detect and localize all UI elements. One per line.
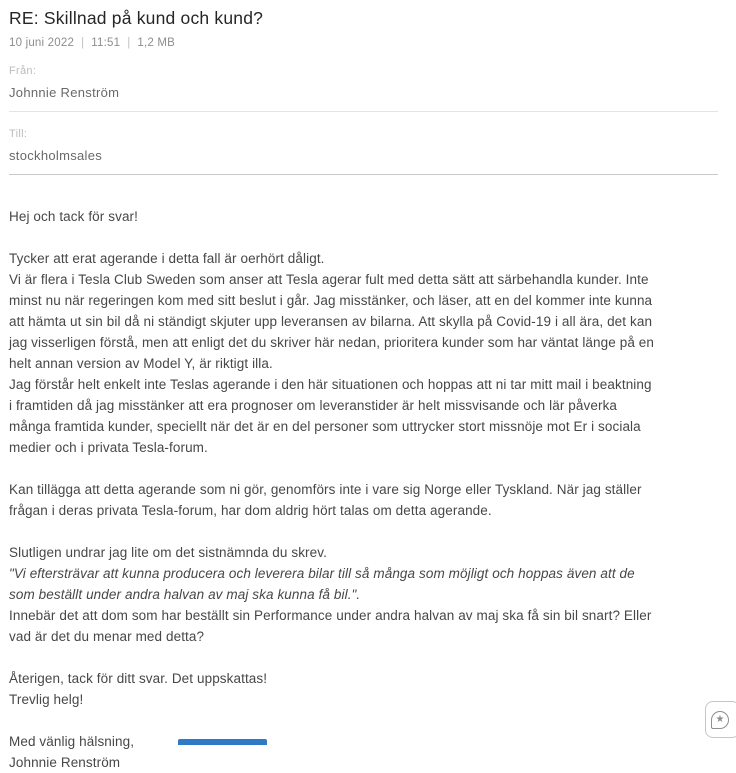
body-line: Återigen, tack för ditt svar. Det uppskattas! xyxy=(9,671,268,686)
body-line: Slutligen undrar jag lite om det sistnämnda du skrev. xyxy=(9,545,327,560)
body-line: Tycker att erat agerande i detta fall är oerhört dåligt. xyxy=(9,251,325,266)
email-body xyxy=(9,206,726,773)
body-line: helt annan version av Model Y, är riktigt illa. xyxy=(9,356,273,371)
to-divider xyxy=(9,174,718,175)
body-line: Med vänlig hälsning, xyxy=(9,734,135,749)
to-field xyxy=(9,128,726,174)
email-time: 11:51 xyxy=(91,37,121,49)
body-line: frågan i deras privata Tesla-forum, har dom aldrig hört talas om detta agerande. xyxy=(9,503,492,518)
star-bubble-icon xyxy=(711,711,729,729)
body-line: Kan tillägga att detta agerande som ni gör, genomförs inte i vare sig Norge eller Tyskland. När jag ställer xyxy=(9,482,642,497)
from-divider xyxy=(9,111,718,112)
body-line: minst nu när regeringen kom med sitt beslut i går. Jag misstänker, och läser, att en del kommer inte kunna xyxy=(9,293,653,308)
body-line xyxy=(9,647,726,668)
from-field xyxy=(9,65,726,111)
star-icon: ★ xyxy=(715,713,725,725)
to-label: Till: xyxy=(9,128,28,140)
feedback-button[interactable] xyxy=(705,701,736,738)
horizontal-scrollbar-thumb[interactable] xyxy=(178,739,267,745)
meta-separator: | xyxy=(127,37,131,49)
from-value[interactable]: Johnnie Renström xyxy=(9,85,120,100)
body-line xyxy=(9,458,726,479)
to-value[interactable]: stockholmsales xyxy=(9,148,103,163)
from-label: Från: xyxy=(9,65,37,77)
body-line xyxy=(9,227,726,248)
body-line: Johnnie Renström xyxy=(9,755,121,770)
body-line: som beställt under andra halvan av maj ska kunna få bil.". xyxy=(9,587,361,602)
body-line: att hämta ut sin bil då ni ständigt skjuter upp leveransen av bilarna. Att skylla på Covid-19 i all ära, det kan xyxy=(9,314,653,329)
body-line xyxy=(9,710,726,731)
body-line: Jag förstår helt enkelt inte Teslas agerande i den här situationen och hoppas att ni tar mitt mail i beaktning xyxy=(9,377,652,392)
body-line: jag visserligen förstå, men att enligt det du skriver här nedan, prioritera kunder som har väntat länge på en xyxy=(9,335,654,350)
body-line: Vi är flera i Tesla Club Sweden som anser att Tesla agerar fult med detta sätt att särbehandla kunder. Inte xyxy=(9,272,649,287)
body-line: vad är det du menar med detta? xyxy=(9,629,205,644)
body-line: i framtiden då jag misstänker att era prognoser om leveranstider är helt missvisande och lär påverka xyxy=(9,398,618,413)
email-meta xyxy=(9,37,726,49)
body-line: Hej och tack för svar! xyxy=(9,209,138,224)
body-line: Innebär det att dom som har beställt sin Performance under andra halvan av maj ska få sin bil snart? Eller xyxy=(9,608,652,623)
page-title: RE: Skillnad på kund och kund? xyxy=(9,8,264,28)
email-date: 10 juni 2022 xyxy=(9,37,75,49)
body-line xyxy=(9,521,726,542)
body-line: medier och i privata Tesla-forum. xyxy=(9,440,208,455)
meta-separator: | xyxy=(81,37,85,49)
email-size: 1,2 MB xyxy=(137,37,176,49)
body-line: många framtida kunder, speciellt när det är en del personer som uttrycker stort missnöje mot Er i sociala xyxy=(9,419,641,434)
body-line: Trevlig helg! xyxy=(9,692,84,707)
body-line: "Vi eftersträvar att kunna producera och leverera bilar till så många som möjligt och hoppas även att de xyxy=(9,566,635,581)
